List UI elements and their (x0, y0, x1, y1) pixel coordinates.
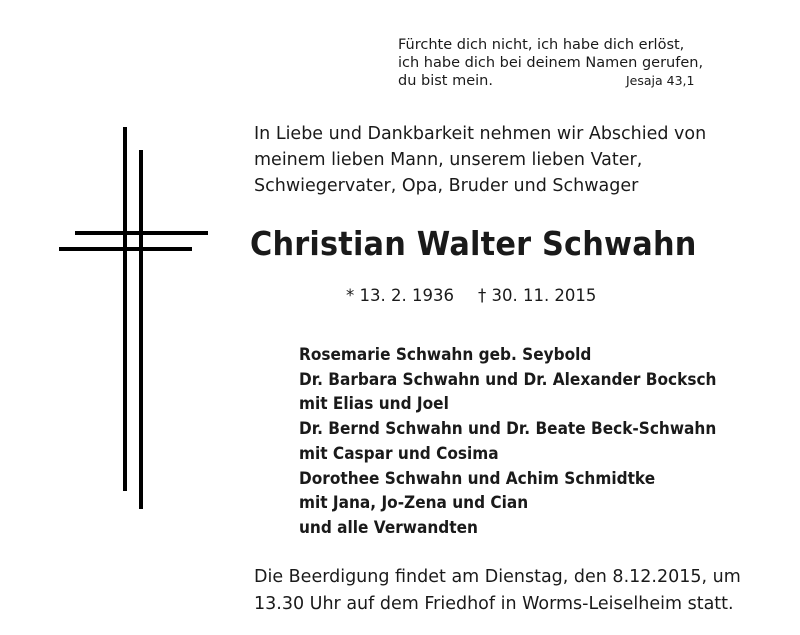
bible-verse (398, 36, 703, 90)
family-line: Dr. Bernd Schwahn und Dr. Beate Beck-Schwahn (299, 419, 717, 439)
family-line: mit Jana, Jo-Zena und Cian (299, 493, 529, 513)
family-line: mit Caspar und Cosima (299, 443, 499, 463)
verse-line: ich habe dich bei deinem Namen gerufen, (398, 55, 704, 71)
verse-line: Fürchte dich nicht, ich habe dich erlöst, (398, 37, 685, 53)
intro-line: In Liebe und Dankbarkeit nehmen wir Abschied von (254, 124, 707, 144)
family-line: Dorothee Schwahn und Achim Schmidtke (299, 468, 656, 488)
family-line: Dr. Barbara Schwahn und Dr. Alexander Bocksch (299, 369, 717, 389)
deceased-name: Christian Walter Schwahn (250, 224, 697, 263)
family-list (299, 343, 716, 541)
funeral-line: 13.30 Uhr auf dem Friedhof in Worms-Leiselheim statt. (254, 594, 734, 614)
intro-line: meinem lieben Mann, unserem lieben Vater, (254, 150, 643, 170)
birth-date: * 13. 2. 1936 (346, 286, 454, 305)
intro-line: Schwiegervater, Opa, Bruder und Schwager (254, 176, 639, 196)
funeral-line: Die Beerdigung findet am Dienstag, den 8.12.2015, um (254, 567, 741, 587)
family-line: und alle Verwandten (299, 517, 478, 537)
funeral-info (254, 564, 741, 618)
death-date: † 30. 11. 2015 (477, 286, 597, 305)
verse-line: du bist mein. (398, 73, 493, 89)
family-line: Rosemarie Schwahn geb. Seybold (299, 345, 592, 364)
family-line: mit Elias und Joel (299, 394, 449, 414)
verse-reference: Jesaja 43,1 (626, 73, 695, 88)
intro-text (254, 121, 706, 199)
life-dates (346, 286, 596, 305)
